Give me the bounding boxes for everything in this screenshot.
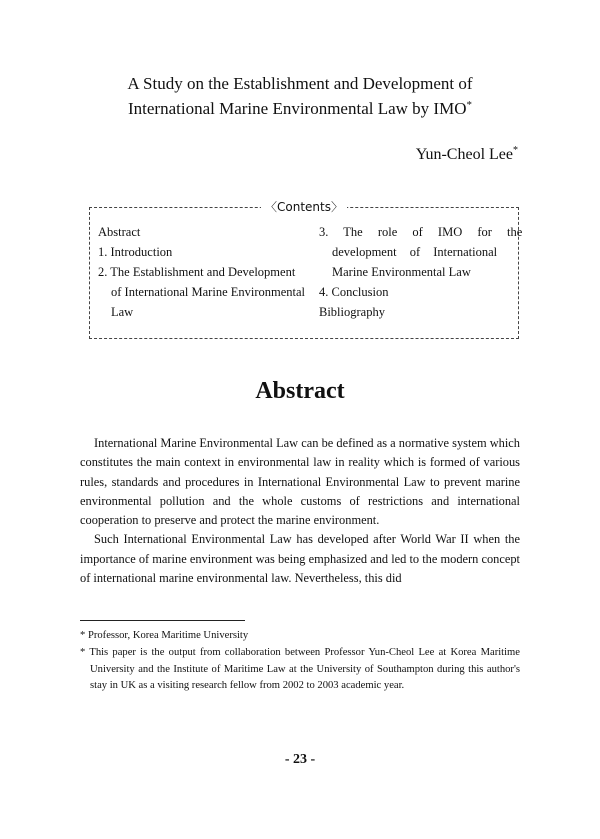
paper-title-line-2 <box>0 99 600 119</box>
title-line-1-text: A Study on the Establishment and Development of <box>127 74 473 93</box>
paper-title-line-1 <box>0 74 600 94</box>
author-text: Yun-Cheol Lee <box>415 146 513 163</box>
toc-item-role-of-imo[interactable]: 3. The role of IMO for the <box>319 225 523 239</box>
author-footnote-mark: * <box>513 145 518 156</box>
footnote-acknowledgement: * This paper is the output from collaboration between Professor Yun-Cheol Lee at Korea Maritime University and the Institute of Maritime Law at the University of Southampton during this author's stay in UK as a visiting research fellow from 2002 to 2003 academic year. <box>80 646 520 692</box>
toc-item-abstract[interactable]: Abstract <box>98 225 141 239</box>
title-line-2-text: International Marine Environmental Law by IMO <box>128 99 467 118</box>
toc-item-establishment-cont[interactable]: of International Marine Environmental <box>111 285 306 299</box>
author-name <box>416 146 518 164</box>
abstract-paragraph-2: Such International Environmental Law has developed after World War II when the importance of marine environment was being emphasized and led to the modern concept of international marine environmental law. Nevertheless, this did <box>80 532 520 586</box>
toc-item-bibliography[interactable]: Bibliography <box>319 305 385 319</box>
toc-right-column <box>319 222 523 322</box>
toc-item-role-of-imo-cont[interactable]: development of International <box>332 245 498 259</box>
toc-item-role-of-imo-cont-2[interactable]: Marine Environmental Law <box>332 265 471 279</box>
contents-label <box>90 198 518 215</box>
contents-label-text: 〈Contents〉 <box>261 200 347 214</box>
abstract-paragraph-1: International Marine Environmental Law can be defined as a normative system which constitutes the main context in environmental law in reality which is formed of various rules, standards and procedures in International Environmental Law to prevent marine environmental pollution and the whole customs of restrictions and international cooperation to preserve and protect the marine environment. <box>80 436 520 528</box>
contents-box <box>89 200 523 339</box>
toc-item-introduction[interactable]: 1. Introduction <box>98 245 173 259</box>
title-footnote-mark: * <box>466 99 472 111</box>
toc-item-establishment[interactable]: 2. The Establishment and Development <box>98 265 296 279</box>
abstract-body <box>80 434 520 588</box>
footnotes <box>80 628 520 695</box>
toc-item-conclusion[interactable]: 4. Conclusion <box>319 285 389 299</box>
page-number: - 23 - <box>284 752 316 767</box>
footnote-affiliation: * Professor, Korea Maritime University <box>80 630 249 641</box>
toc-left-column <box>98 222 308 322</box>
toc-item-establishment-cont-2[interactable]: Law <box>111 305 134 319</box>
abstract-heading: Abstract <box>255 378 345 404</box>
footnote-divider <box>80 620 245 621</box>
